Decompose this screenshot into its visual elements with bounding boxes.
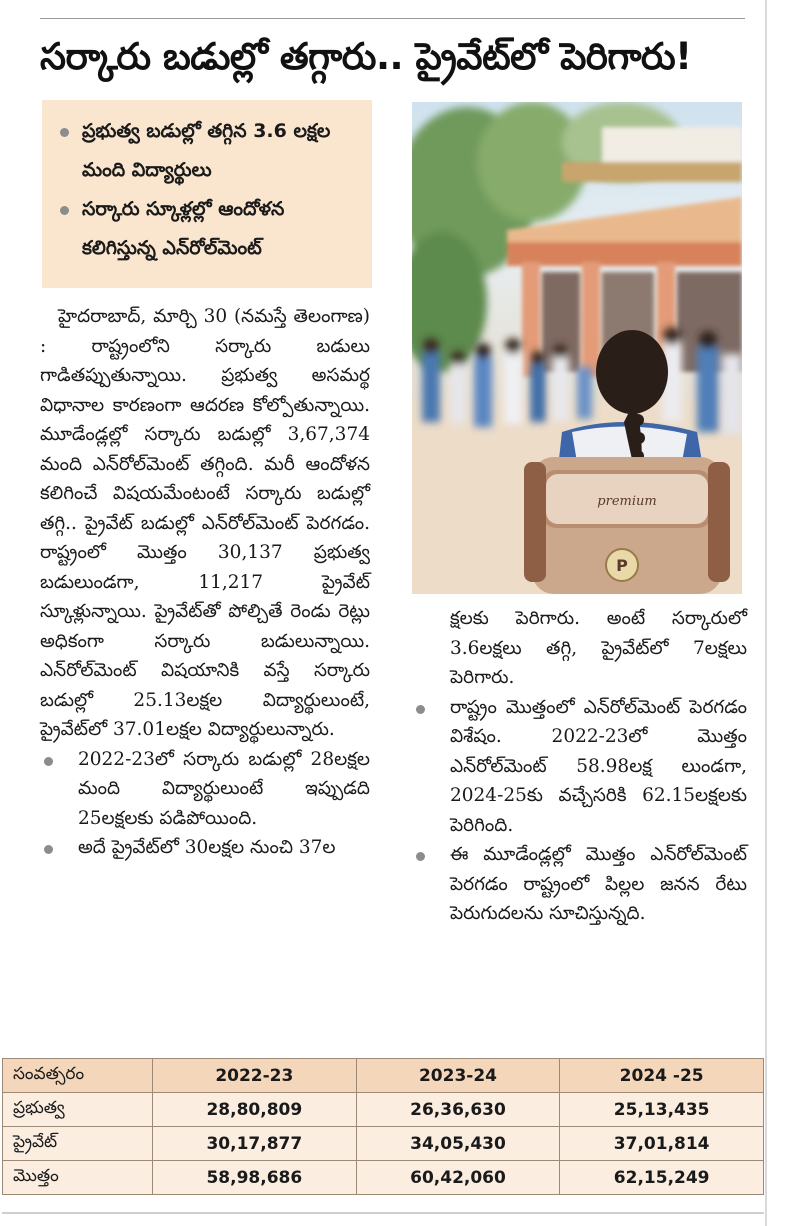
- bag-badge: P: [616, 556, 628, 575]
- table-cell: 37,01,814: [560, 1127, 764, 1161]
- student-school-photo: [412, 102, 742, 594]
- table-cell: 58,98,686: [153, 1161, 357, 1195]
- table-header-cell: 2022-23: [153, 1059, 357, 1093]
- table-cell: 62,15,249: [560, 1161, 764, 1195]
- table-header-cell: సంవత్సరం: [3, 1059, 153, 1093]
- article-column-left: [40, 302, 370, 863]
- table-row: [3, 1093, 764, 1127]
- table-cell: 60,42,060: [356, 1161, 560, 1195]
- article-bullet: అదే ప్రైవేట్‌లో 30లక్షల నుంచి 37ల: [40, 833, 370, 863]
- table-cell: 34,05,430: [356, 1127, 560, 1161]
- table-cell: మొత్తం: [3, 1161, 153, 1195]
- top-divider: [40, 18, 745, 19]
- table-cell: 26,36,630: [356, 1093, 560, 1127]
- article-bullet: రాష్ట్రం మొత్తంలో ఎన్‌రోల్‌మెంట్ పెరగడం విశేషం. 2022-23లో మొత్తం ఎన్‌రోల్‌మెంట్ 58.98లక్ష లుండగా, 2024-25కు వచ్చేసరికి 62.15లక్షలకు పెరిగింది.: [412, 693, 747, 841]
- article-bullet: 2022-23లో సర్కారు బడుల్లో 28లక్షల మంది విద్యార్థులుంటే ఇప్పుడది 25లక్షలకు పడిపోయింది.: [40, 745, 370, 834]
- highlight-item: సర్కారు స్కూళ్లల్లో ఆందోళన కలిగిస్తున్న ఎన్‌రోల్‌మెంట్: [56, 190, 362, 268]
- column-divider: [765, 0, 767, 1226]
- table-cell: 25,13,435: [560, 1093, 764, 1127]
- headline: సర్కారు బడుల్లో తగ్గారు.. ప్రైవేట్‌లో పెరిగారు!: [40, 35, 692, 78]
- enrollment-table: [2, 1058, 764, 1195]
- article-continuation: క్షలకు పెరిగారు. అంటే సర్కారులో 3.6లక్షలు తగ్గి, ప్రైవేట్‌లో 7లక్షలు పెరిగారు.: [450, 608, 747, 688]
- table-header-row: [3, 1059, 764, 1093]
- table-cell: ప్రభుత్వ: [3, 1093, 153, 1127]
- article-intro: హైదరాబాద్, మార్చి 30 (నమస్తే తెలంగాణ) : రాష్ట్రంలోని సర్కారు బడులు గాడితప్పుతున్నాయి. ప్రభుత్వ అసమర్థ విధానాల కారణంగా ఆదరణ కోల్పోతున్నాయి. మూడేండ్లల్లో సర్కారు బడుల్లో 3,67,374 మంది ఎన్‌రోల్‌మెంట్ తగ్గింది. మరీ ఆందోళన కలిగించే విషయమేంటంటే సర్కారు బడుల్లో తగ్గి.. ప్రైవేట్ బడుల్లో ఎన్‌రోల్‌మెంట్ పెరగడం. రాష్ట్రంలో మొత్తం 30,137 ప్రభుత్వ బడులుండగా, 11,217 ప్రైవేట్ స్కూళ్లున్నాయి. ప్రైవేట్‌తో పోల్చితే రెండు రెట్లు అధికంగా సర్కారు బడులున్నాయి. ఎన్‌రోల్‌మెంట్ విషయానికి వస్తే సర్కారు బడుల్లో 25.13లక్షల విద్యార్థులుంటే, ప్రైవేట్‌లో 37.01లక్షల విద్యార్థులున్నారు.: [40, 306, 370, 740]
- table-cell: ప్రైవేట్: [3, 1127, 153, 1161]
- article-column-right: [412, 604, 747, 929]
- bottom-divider: [2, 1212, 764, 1214]
- highlights-box: [42, 100, 372, 288]
- table-header-cell: 2023-24: [356, 1059, 560, 1093]
- table-row: [3, 1161, 764, 1195]
- highlight-item: ప్రభుత్వ బడుల్లో తగ్గిన 3.6 లక్షల మంది విద్యార్థులు: [56, 112, 362, 190]
- table-cell: 30,17,877: [153, 1127, 357, 1161]
- bag-brand-label: premium: [597, 494, 657, 509]
- table-cell: 28,80,809: [153, 1093, 357, 1127]
- table-row: [3, 1127, 764, 1161]
- article-bullet: ఈ మూడేండ్లల్లో మొత్తం ఎన్‌రోల్‌మెంట్ పెరగడం రాష్ట్రంలో పిల్లల జనన రేటు పెరుగుదలను సూచిస్తున్నది.: [412, 840, 747, 929]
- table-header-cell: 2024 -25: [560, 1059, 764, 1093]
